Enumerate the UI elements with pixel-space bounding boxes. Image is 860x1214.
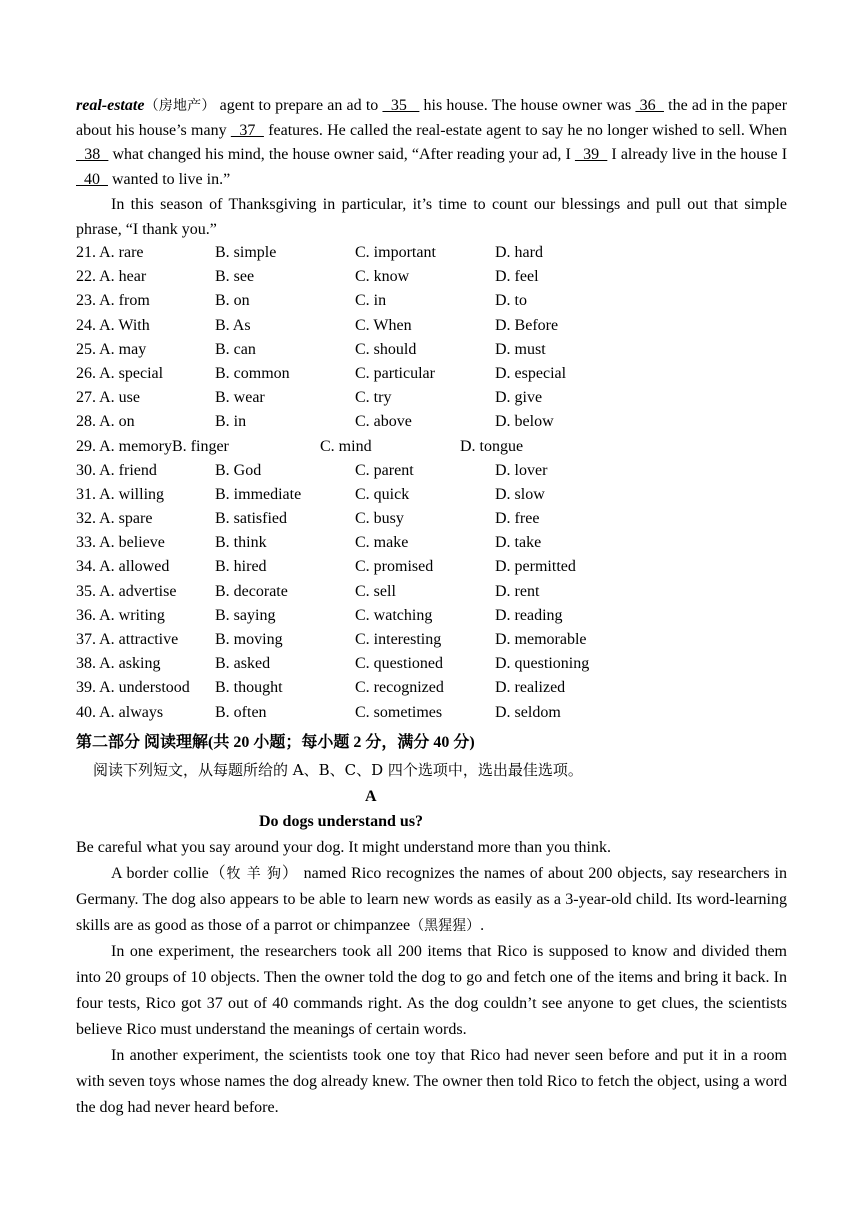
option-d: D. rent [495, 582, 540, 600]
question-row [76, 338, 787, 362]
option-a: 23. A. from [76, 292, 150, 310]
option-b: B. saying [215, 606, 276, 624]
option-b: B. think [215, 534, 267, 552]
chinese-gloss: （黑猩猩） [410, 918, 481, 934]
question-row [76, 701, 787, 725]
blank-37: 37 [230, 121, 264, 139]
option-c: C. sometimes [355, 703, 443, 721]
section-title: 第二部分 阅读理解(共 20 小题；每小题 2 分，满分 40 分) [76, 734, 475, 751]
option-a: 24. A. With [76, 316, 150, 334]
option-d: D. feel [495, 268, 539, 286]
option-a: 40. A. always [76, 703, 164, 721]
article-paragraph-2 [76, 861, 787, 939]
option-b: B. moving [215, 631, 283, 648]
paragraph-text: ） named Rico recognizes the names of about 200 objects, say researchers in Germany. The dog also appears to be able to learn new words as easily as a 3-year-old child. Its word-learning skills are as good as those of a parrot or chimpanzee [76, 865, 787, 934]
option-b: B. see [215, 268, 255, 286]
option-a: 38. A. asking [76, 655, 161, 673]
option-d: D. reading [495, 606, 563, 624]
article-paragraph-4: In another experiment, the scientists took one toy that Rico had never seen before and put it in a room with seven toys whose names the dog already knew. The owner then told Rico to fetch the object, using a word the dog had never heard before. [76, 1047, 787, 1116]
article-paragraph-3: In one experiment, the researchers took all 200 items that Rico is supposed to know and divided them into 20 groups of 10 objects. Then the owner told the dog to go and fetch one of the items and bring it back. In four tests, Rico got 37 out of 40 commands right. As the dog couldn’t see anyone to get clues, the scientists believe Rico must understand the meanings of certain words. [76, 943, 787, 1038]
option-c: C. busy [355, 510, 404, 528]
option-a: 35. A. advertise [76, 582, 177, 600]
paragraph-text: . [480, 917, 485, 934]
option-b: B. on [215, 292, 250, 310]
question-row [76, 362, 787, 386]
blank-38: 38 [76, 146, 109, 163]
option-c: C. should [355, 340, 417, 358]
question-row [76, 241, 787, 265]
question-row [76, 410, 787, 434]
option-b: B. simple [215, 244, 277, 261]
option-d: D. realized [495, 679, 566, 697]
question-row [76, 676, 787, 700]
option-d: D. permitted [495, 558, 576, 576]
blank-35: 35 [382, 97, 420, 114]
option-a: 26. A. special [76, 364, 164, 382]
option-b: B. can [215, 340, 256, 358]
option-a: 25. A. may [76, 340, 147, 358]
passage-text: features. He called the real-estate agent to say he no longer wished to sell. When [263, 121, 788, 139]
section-instruction: 阅读下列短文，从每题所给的 A、B、C、D 四个选项中，选出最佳选项。 [93, 761, 583, 779]
option-c: C. know [355, 268, 410, 286]
option-d: D. seldom [495, 703, 561, 721]
option-c: C. watching [355, 606, 433, 624]
passage-label: A [365, 788, 377, 805]
option-a: 34. A. allowed [76, 558, 170, 576]
article-title: Do dogs understand us? [259, 813, 424, 830]
option-b: B. As [215, 316, 251, 334]
key-word: real-estate [76, 97, 145, 114]
cloze-passage-end [76, 94, 787, 192]
option-a: 37. A. attractive [76, 631, 179, 648]
option-c: C. try [355, 389, 392, 407]
blank-36: 36 [635, 97, 664, 114]
option-c: C. important [355, 244, 436, 261]
option-b: B. common [215, 364, 290, 382]
option-d: D. tongue [460, 437, 524, 455]
option-d: D. give [495, 389, 543, 407]
option-c: C. parent [355, 461, 414, 479]
option-c: C. quick [355, 485, 410, 503]
passage-text: what changed his mind, the house owner said, “After reading your ad, I [108, 146, 575, 163]
option-d: D. slow [495, 485, 545, 503]
option-a: 21. A. rare [76, 244, 144, 261]
blank-40: 40 [76, 170, 108, 188]
option-b: B. in [215, 413, 247, 431]
option-c: C. recognized [355, 679, 444, 697]
option-a: 22. A. hear [76, 268, 147, 286]
option-c: C. When [355, 316, 412, 334]
question-row [76, 531, 787, 555]
option-b: B. thought [215, 679, 283, 697]
question-row [76, 435, 787, 459]
option-a: 39. A. understood [76, 679, 190, 697]
article-paragraph-1: Be careful what you say around your dog. It might understand more than you think. [76, 839, 611, 856]
key-word-gloss: （房地产） [144, 98, 216, 114]
option-b: B. wear [215, 389, 265, 407]
option-b: B. immediate [215, 485, 302, 503]
option-b: B. often [215, 703, 267, 721]
question-row [76, 483, 787, 507]
question-options-list [76, 241, 787, 725]
option-c: C. sell [355, 582, 396, 600]
option-c: C. mind [320, 437, 372, 455]
option-c: C. above [355, 413, 412, 431]
option-a: 36. A. writing [76, 606, 165, 624]
question-row [76, 289, 787, 313]
option-a: 32. A. spare [76, 510, 153, 528]
option-d: D. take [495, 534, 542, 552]
passage-text: I already live in the house I [607, 146, 788, 163]
option-d: D. must [495, 340, 546, 358]
passage-text: the ad in the paper about his house’s many [76, 97, 788, 139]
passage-text: wanted to live in.” [108, 170, 231, 188]
option-d: D. questioning [495, 655, 590, 673]
option-d: D. below [495, 413, 554, 431]
option-a: 29. A. memoryB. finger [76, 437, 229, 455]
option-d: D. free [495, 510, 540, 528]
option-d: D. to [495, 292, 527, 310]
option-a: 27. A. use [76, 389, 140, 407]
chinese-gloss: 牧 羊 狗 [226, 866, 282, 882]
question-row [76, 652, 787, 676]
passage-text: his house. The house owner was [419, 97, 636, 114]
option-b: B. God [215, 461, 262, 479]
option-a: 33. A. believe [76, 534, 165, 552]
option-a: 31. A. willing [76, 485, 165, 503]
question-row [76, 555, 787, 579]
option-b: B. asked [215, 655, 271, 673]
option-a: 30. A. friend [76, 461, 157, 479]
option-c: C. interesting [355, 631, 442, 648]
option-d: D. memorable [495, 631, 587, 648]
option-b: B. decorate [215, 582, 288, 600]
option-a: 28. A. on [76, 413, 135, 431]
question-row [76, 507, 787, 531]
thanksgiving-paragraph: In this season of Thanksgiving in particular, it’s time to count our blessings and pull out that simple phrase, “I thank you.” [76, 196, 787, 238]
question-row [76, 265, 787, 289]
option-c: C. in [355, 292, 387, 310]
question-row [76, 580, 787, 604]
option-c: C. particular [355, 364, 435, 382]
option-d: D. especial [495, 364, 567, 382]
option-c: C. questioned [355, 655, 443, 673]
question-row [76, 314, 787, 338]
option-b: B. satisfied [215, 510, 287, 528]
blank-39: 39 [574, 146, 608, 163]
option-b: B. hired [215, 558, 267, 576]
option-d: D. hard [495, 244, 543, 261]
question-row [76, 604, 787, 628]
question-row [76, 628, 787, 652]
paragraph-text: A border collie（ [111, 865, 227, 882]
option-d: D. Before [495, 316, 559, 334]
option-d: D. lover [495, 461, 548, 479]
option-c: C. make [355, 534, 409, 552]
option-c: C. promised [355, 558, 434, 576]
question-row [76, 459, 787, 483]
passage-text: agent to prepare an ad to [215, 97, 383, 114]
question-row [76, 386, 787, 410]
